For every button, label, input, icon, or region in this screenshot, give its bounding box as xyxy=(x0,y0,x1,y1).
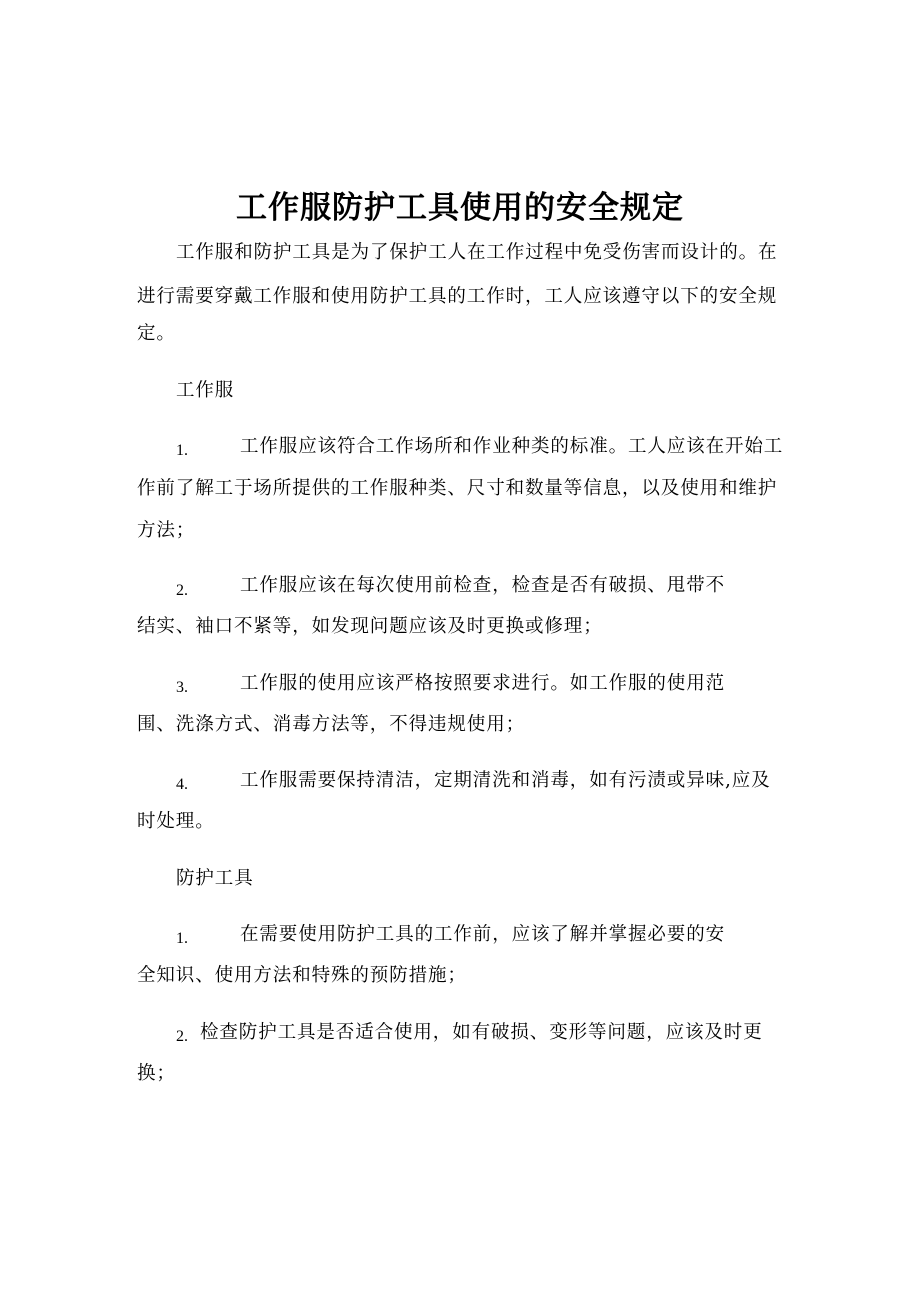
workwear-item-4-line-1: 工作服需要保持清洁，定期清洗和消毒，如有污渍或异味,应及 xyxy=(240,770,771,791)
workwear-item-2-number: 2. xyxy=(176,582,188,599)
intro-line-2: 进行需要穿戴工作服和使用防护工具的工作时，工人应该遵守以下的安全规 xyxy=(137,286,778,307)
workwear-item-2-line-1: 工作服应该在每次使用前检查，检查是否有破损、甩带不 xyxy=(240,575,726,596)
tools-item-2-line-1: 检查防护工具是否适合使用，如有破损、变形等问题，应该及时更 xyxy=(200,1022,763,1043)
workwear-item-3-number: 3. xyxy=(176,679,188,696)
workwear-item-1-line-1: 工作服应该符合工作场所和作业种类的标准。工人应该在开始工 xyxy=(240,436,784,457)
workwear-item-4-number: 4. xyxy=(176,776,188,793)
workwear-item-1-line-2: 作前了解工于场所提供的工作服种类、尺寸和数量等信息，以及使用和维护 xyxy=(137,478,778,499)
workwear-item-3-line-2: 围、洗涤方式、消毒方法等，不得违规使用； xyxy=(137,714,526,735)
section-heading-workwear: 工作服 xyxy=(176,380,235,401)
tools-item-1-number: 1. xyxy=(176,930,188,947)
tools-item-1-line-1: 在需要使用防护工具的工作前，应该了解并掌握必要的安 xyxy=(240,924,726,945)
section-heading-protective-tools: 防护工具 xyxy=(176,868,254,889)
tools-item-1-line-2: 全知识、使用方法和特殊的预防措施； xyxy=(137,965,467,986)
workwear-item-3-line-1: 工作服的使用应该严格按照要求进行。如工作服的使用范 xyxy=(240,673,726,694)
workwear-item-4-line-2: 时处理。 xyxy=(137,811,215,832)
tools-item-2-line-2: 换； xyxy=(137,1063,176,1084)
tools-item-2-number: 2. xyxy=(176,1028,188,1045)
workwear-item-1-line-3: 方法； xyxy=(137,520,196,541)
intro-line-3: 定。 xyxy=(137,323,176,344)
workwear-item-2-line-2: 结实、袖口不紧等，如发现问题应该及时更换或修理； xyxy=(137,616,603,637)
workwear-item-1-number: 1. xyxy=(176,442,188,459)
document-title: 工作服防护工具使用的安全规定 xyxy=(236,190,684,226)
intro-line-1: 工作服和防护工具是为了保护工人在工作过程中免受伤害而设计的。在 xyxy=(176,242,778,263)
